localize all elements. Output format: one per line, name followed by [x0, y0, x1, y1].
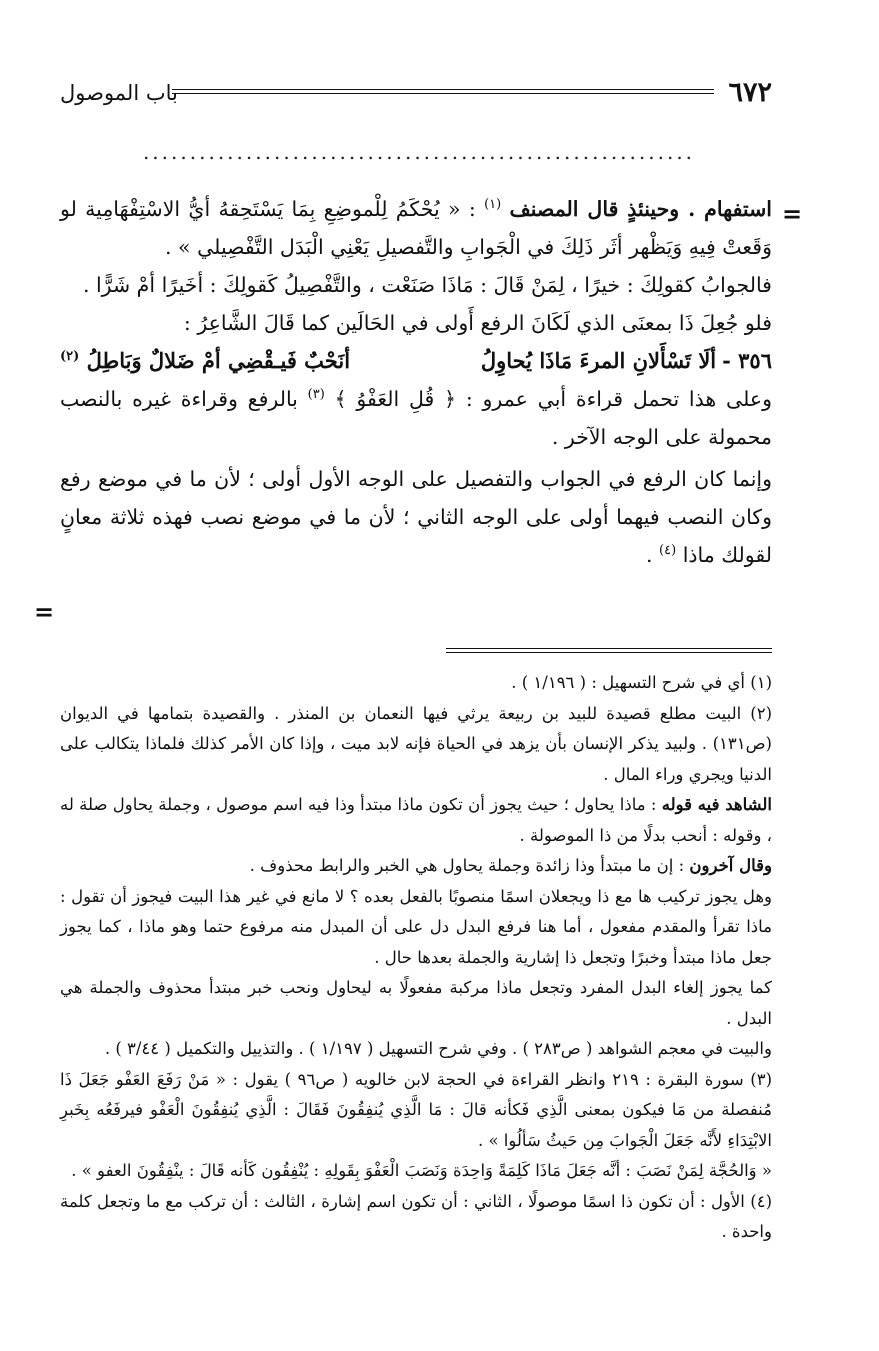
- footnote-2-witness: [60, 790, 772, 851]
- paragraph-2: فالجوابُ كقولِكَ : خيرًا ، لِمَنْ قَالَ : مَاذَا صَنَعْت ، والتَّفْصِيلُ كَقولِكَ : أخَيرًا أمْ شَرًّا .: [82, 273, 772, 297]
- paragraph-4: [60, 380, 772, 456]
- header-double-rule: [172, 89, 714, 94]
- footnote-3-quote: « وَالحُجَّة لِمَنْ نَصَبَ : أنَّه جَعَلَ مَاذَا كَلِمَةً وَاحِدَة وَنَصَبَ الْعَفْوَ بِقَولِهِ : يُنْفِقُون كَأنه قَالَ : ينْفِقُونَ العفو » .: [71, 1161, 772, 1180]
- footnote-2-question: وهل يجوز تركيب ها مع ذا ويجعلان اسمًا منصوبًا بالفعل بعده ؟ لا مانع في غير هذا البيت فيجوز أن تقول : ماذا تقرأ والمقدم مفعول ، أما هنا فرفع البدل دل على أن المبدل منه مرفوع حتما وهو ماذا ، كما يجوز جعل ماذا مبتدأ وخبرًا وتجعل ذا إشارية والجملة بعدها حال .: [60, 886, 772, 967]
- paragraph-1-lead: استفهام . وحينئذٍ قال المصنف: [509, 197, 772, 221]
- verse-hemistich-2: [60, 342, 388, 380]
- footnote-ref-4: (٤): [659, 543, 677, 559]
- paragraph-4-tail: بالرفع وقراءة غيره بالنصب محمولة على الوجه الآخر .: [60, 387, 772, 449]
- continuation-mark-top: =: [782, 199, 803, 228]
- footnotes: [60, 668, 772, 1248]
- footnote-2-sources: والبيت في معجم الشواهد ( ص٢٨٣ ) . وفي شرح التسهيل ( ١/١٩٧ ) . والتذييل والتكميل ( ٣/٤٤ ) .: [104, 1039, 772, 1058]
- footnote-2-witness-label: الشاهد فيه قوله: [661, 795, 772, 814]
- footnote-ref-2: (٢): [60, 349, 80, 364]
- footnote-3: (٣) سورة البقرة : ٢١٩ وانظر القراءة في الحجة لابن خالويه ( ص٩٦ ) يقول : « مَنْ رَفَعَ العَفْو جَعَلَ ذَا مُنفصلة من مَا فيكون بمعنى الَّذِي فَكأنه قالَ : مَا الَّذِي يُنفِقُونَ فَقَالَ : الَّذِي يُنفِقُونَ الْعَفْو فيرفَعُه بِخَبرِ الابْتِدَاءِ لأَنَّه جَعَلَ الْجَوابَ مِن حَيثُ سَألُوا » .: [60, 1069, 772, 1150]
- paragraph-3: فلو جُعِلَ ذَا بمعنَى الذي لَكَانَ الرفع أَولى في الحَالَين كما قَالَ الشَّاعِرُ :: [183, 311, 772, 335]
- paragraph-5-tail: .: [645, 543, 660, 567]
- poetry-verse: [60, 342, 772, 380]
- footnote-4: (٤) الأول : أن تكون ذا اسمًا موصولًا ، الثاني : أن تكون اسم إشارة ، الثالث : أن تركب مع ما وتجعل كلمة واحدة .: [60, 1191, 772, 1241]
- paragraph-5: [60, 460, 772, 574]
- verse-hemistich-1: ألَا تَسْأَلانِ المرءَ مَاذَا يُحاوِلُ: [480, 348, 717, 373]
- continuation-mark-bottom: =: [34, 597, 55, 626]
- footnote-2-others-text: : إن ما مبتدأ وذا زائدة وجملة يحاول هي الخبر والرابط محذوف .: [249, 856, 690, 875]
- footnote-2-witness-text: : ماذا يحاول ؛ حيث يجوز أن تكون ماذا مبتدأ وذا فيه اسم موصول ، وجملة يحاول صلة له ، وقوله : أنحب بدلًا من ذا الموصولة .: [60, 795, 772, 845]
- footnote-1: (١) أي في شرح التسهيل : ( ١/١٩٦ ) .: [511, 673, 772, 692]
- page-header: [60, 76, 772, 110]
- footnote-ref-3: (٣): [307, 387, 325, 403]
- page-number: ٦٧٢: [728, 77, 772, 108]
- verse-hemistich-2-text: أنَحْبٌ فَيـقْضِي أمْ ضَلالٌ وَبَاطِلُ: [86, 348, 351, 373]
- verse-number: ٣٥٦ -: [722, 348, 772, 373]
- paragraph-1-quote: : « يُحْكَمُ لِلْموضِعِ بِمَا يَسْتَحِقهُ أيُّ الاسْتِفْهَامِية لو وَقَعتْ فِيهِ وَيَظْهر أثَر ذَلِكَ في الْجَوابِ والتَّفصيلِ يَعْنِي الْبَدَل التَّفْصِيلي » .: [60, 197, 772, 259]
- footnote-2-others-label: وقال آخرون: [689, 856, 772, 875]
- main-text: [60, 190, 772, 574]
- paragraph-5-lead: وإنما كان الرفع في الجواب والتفصيل على الوجه الأول أولى ؛ لأن ما في موضع رفع وكان النصب فيهما أولى على الوجه الثاني ؛ لأن ما في موضع نصب فهذه ثلاثة معانٍ لقولك ماذا: [60, 467, 772, 567]
- dotted-separator: ...........................................................: [142, 142, 696, 162]
- chapter-title: باب الموصول: [60, 81, 178, 105]
- footnote-separator: [446, 648, 772, 653]
- footnote-2-others: [60, 851, 772, 882]
- footnote-ref-1: (١): [484, 197, 502, 213]
- paragraph-1: [60, 190, 772, 266]
- footnote-2-alternative: كما يجوز إلغاء البدل المفرد وتجعل ماذا مركبة مفعولًا به ليحاول ونحب خبر مبتدأ محذوف والجملة هي البدل .: [60, 978, 772, 1028]
- paragraph-4-lead: وعلى هذا تحمل قراءة أبي عمرو : ﴿ قُلِ العَفْوُ ﴾: [334, 387, 772, 411]
- footnote-2: (٢) البيت مطلع قصيدة للبيد بن ربيعة يرثي فيها النعمان بن المنذر . والقصيدة بتمامها في الديوان (ص١٣١) . ولبيد يذكر الإنسان بأن يزهد في الحياة فإنه لابد ميت ، وإذا كان الأمر كذلك فلماذا يتكالب على الدنيا ويجري وراء المال .: [60, 703, 772, 784]
